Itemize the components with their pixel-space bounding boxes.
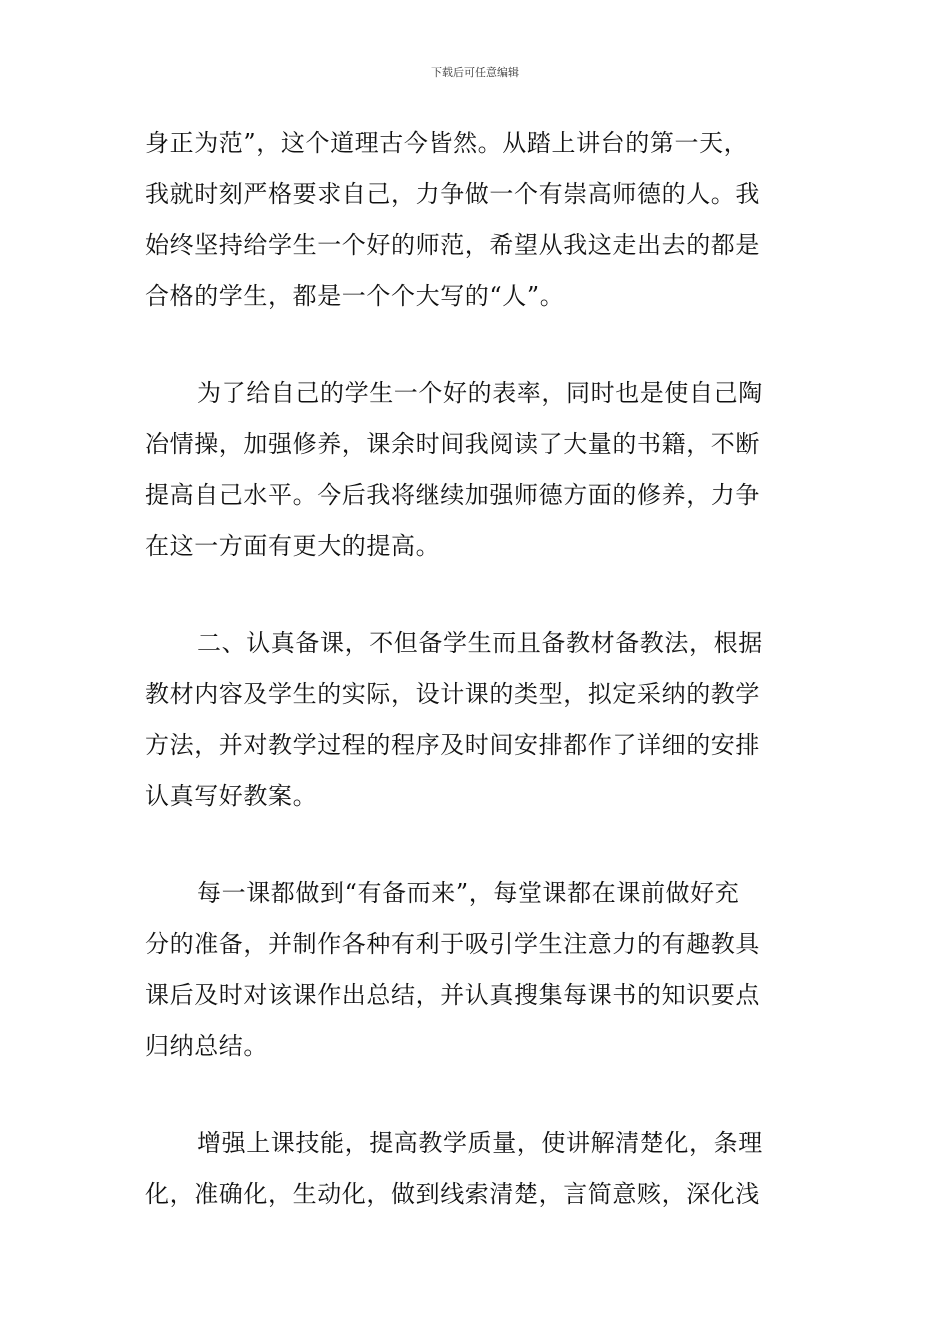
paragraph-spacer (145, 1072, 807, 1118)
text-line: 身正为范”，这个道理古今皆然。从踏上讲台的第一天， (145, 129, 749, 157)
paragraph-spacer (145, 322, 807, 368)
text-line: 分的准备，并制作各种有利于吸引学生注意力的有趣教具 (145, 930, 760, 958)
text-line: 归纳总结。 (145, 1032, 268, 1060)
text-line: 在这一方面有更大的提高。 (145, 532, 441, 560)
text-line: 增强上课技能，提高教学质量，使讲解清楚化，条理 (197, 1129, 763, 1157)
text-line: 二、认真备课，不但备学生而且备教材备教法，根据 (197, 629, 763, 657)
paragraph-4 (145, 868, 807, 1072)
document-body (145, 118, 807, 1220)
text-line: 为了给自己的学生一个好的表率，同时也是使自己陶 (197, 379, 763, 407)
paragraph-3 (145, 618, 807, 822)
page-header: 下载后可任意编辑 (431, 66, 519, 79)
text-line: 认真写好教案。 (145, 782, 318, 810)
text-line: 始终坚持给学生一个好的师范，希望从我这走出去的都是 (145, 231, 760, 259)
paragraph-2 (145, 368, 807, 572)
text-line: 合格的学生，都是一个个大写的“人”。 (145, 282, 565, 310)
paragraph-5 (145, 1118, 807, 1220)
text-line: 教材内容及学生的实际，设计课的类型，拟定采纳的教学 (145, 680, 760, 708)
paragraph-spacer (145, 572, 807, 618)
text-line: 方法，并对教学过程的程序及时间安排都作了详细的安排 (145, 731, 760, 759)
text-line: 化，准确化，生动化，做到线索清楚，言简意赅，深化浅 (145, 1180, 760, 1208)
text-line: 冶情操，加强修养，课余时间我阅读了大量的书籍，不断 (145, 430, 760, 458)
paragraph-spacer (145, 822, 807, 868)
text-line: 课后及时对该课作出总结，并认真搜集每课书的知识要点 (145, 981, 760, 1009)
paragraph-1 (145, 118, 807, 322)
text-line: 提高自己水平。今后我将继续加强师德方面的修养，力争 (145, 481, 760, 509)
text-line: 每一课都做到“有备而来”，每堂课都在课前做好充 (197, 879, 740, 907)
text-line: 我就时刻严格要求自己，力争做一个有崇高师德的人。我 (145, 180, 760, 208)
